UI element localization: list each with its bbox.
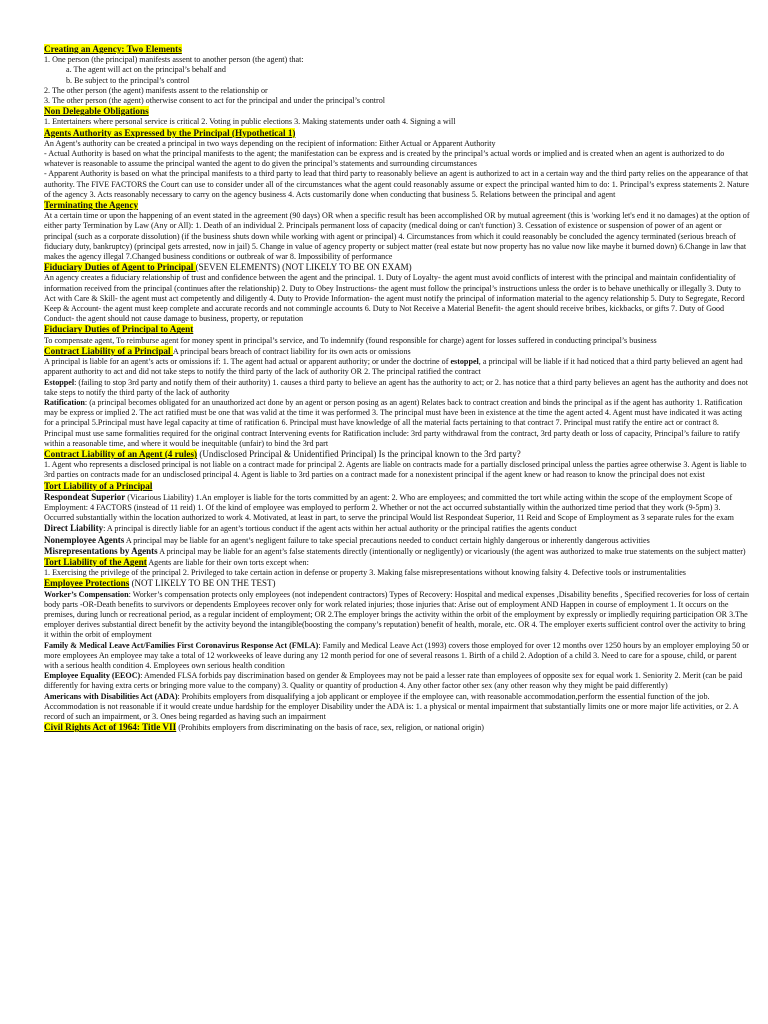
heading-employee-protections: Employee Protections — [44, 578, 130, 589]
term-label: Misrepresentations by Agents — [44, 545, 158, 556]
paragraph: - Actual Authority is based on what the principal manifests to the agent; the manifestation can be express and is created by the principal’s actual words or implied and is created when an agent is authorized to do whatever is reasonable to assume the principal wanted the agent to do given the principal’s statements and surrounding circumstances — [44, 149, 725, 169]
text-run: A principal may be liable for an agent’s false statements directly (intentionally or negligently) or vicariously (the agent was authorized to make true statements on the subject matter) — [157, 546, 746, 556]
section-contract-principal — [44, 346, 750, 449]
paragraph: An Agent’s authority can be created a principal in two ways depending on the recipient of information: Either Actual or Apparent Authority — [44, 138, 496, 148]
paragraph: An agency creates a fiduciary relationship of trust and confidence between the agent and the principal. 1. Duty of Loyalty- the agent must avoid conflicts of interest with the principal and maintain confidentiality of information received from the principal (continues after the relationship) 2. Duty to Obey Instructions- the agent must follow the principal’s instructions unless the order is to behave unethically or illegally 3. Duty to Act with Care & Skill- the agent must act competently and diligently 4. Duty to Provide Information- the agent must notify the principal of information material to the agency relationship 5. Duty to Segregate, Record Keep & Account- the agent must keep complete and accurate records and not commingle accounts 6. Duty to Not Receive a Material Benefit- the agent should receive bribes, kickbacks, or gifts 7. Duty of Good Conduct- the agent should not cause damage to business, property, or reputation — [44, 273, 745, 324]
text-run: : Amended FLSA forbids pay discrimination based on gender & Employees may not be paid a lesser rate than employees of opposite sex for equal work 1. Seniority 2. Merit (can be paid differently for having extra certs or bringing more value to the company) 3. Quality or quantity of production 4. Any other factor other sex (any other reason why they might be paid differently) — [44, 671, 743, 691]
section-civil-rights — [44, 722, 750, 733]
term-label: Family & Medical Leave Act/Families First Coronavirus Response Act (FMLA) — [44, 640, 319, 650]
list-item: a. The agent will act on the principal’s behalf and — [66, 65, 226, 75]
paragraph: A principal bears breach of contract liability for its own acts or omissions — [172, 346, 411, 356]
paragraph — [44, 357, 750, 377]
term-label: Worker’s Compensation — [44, 589, 129, 599]
term-label: Respondeat Superior — [44, 491, 126, 502]
paragraph: 1. Agent who represents a disclosed principal is not liable on a contract made for principal 2. Agents are liable on contracts made for a partially disclosed principal unless the parties agree otherwise 3. Agent is liable to 3rd parties on contracts made for an undisclosed principal 4. Agent is liable to 3rd parties on a contract made for a nonexistent principal if the agent knew or had reason to know the principal does not exist — [44, 460, 747, 480]
paragraph — [44, 535, 750, 546]
term-label: Americans with Disabilities Act (ADA) — [44, 691, 178, 701]
text-run: : A principal is directly liable for an agent’s tortious conduct if the agent acts within her actual authority or the principal ratifies the agents conduct — [103, 524, 577, 534]
list-item: 2. The other person (the agent) manifests assent to the relationship or — [44, 85, 268, 95]
section-contract-agent — [44, 449, 750, 481]
section-employee-protections — [44, 578, 750, 722]
term-label: Nonemployee Agents — [44, 534, 125, 545]
paragraph — [44, 590, 750, 641]
paragraph — [44, 671, 750, 691]
text-run: , a principal will be liable if it had noticed that a third party believed an agent had apparent authority to act and did not take steps to notify the third party of the lack of authority OR 2. The principal ratified the contract — [44, 357, 743, 377]
paragraph — [44, 398, 750, 449]
term-label: Employee Equality (EEOC) — [44, 671, 141, 681]
paragraph: 1. Entertainers where personal service is critical 2. Voting in public elections 3. Making statements under oath 4. Signing a will — [44, 117, 456, 127]
list-item: 3. The other person (the agent) otherwise consent to act for the principal and under the principal’s control — [44, 96, 386, 106]
paragraph: (Prohibits employers from discriminating on the basis of race, sex, religion, or national origin) — [176, 723, 484, 733]
heading-creating-agency: Creating an Agency: Two Elements — [44, 44, 182, 54]
paragraph: To compensate agent, To reimburse agent for money spent in principal’s service, and To indemnify (found responsible for charge) agent for losses suffered in conducting principal’s business — [44, 335, 657, 345]
heading-terminating: Terminating the Agency — [44, 200, 139, 211]
heading-contract-principal: Contract Liability of a Principal — [44, 345, 173, 356]
paragraph: - Apparent Authority is based on what the principal manifests to a third party to lead that third party to reasonably believe an agent is authorized to act in a certain way and the third party relies on the appearance of that authority. The FIVE FACTORS the Court can use to consider under all of the circumstances what the agent could reasonably assume or expect the principal wanted him to do: 1. Principal’s express statements 2. Nature of the agency 3. Acts reasonably necessary to carry on the agency business 4. Acts customarily done when conducting that business 5. Relations between the principal and agent — [44, 169, 750, 199]
section-creating-agency — [44, 44, 750, 106]
list-item: 1. One person (the principal) manifests assent to another person (the agent) that: — [44, 55, 304, 65]
text-run: A principal is liable for an agent’s acts or omissions if: 1. The agent had actual or apparent authority; or under the doctrine of — [44, 357, 451, 367]
section-tort-agent — [44, 557, 750, 578]
section-fiduciary-agent — [44, 262, 750, 324]
heading-fiduciary-agent: Fiduciary Duties of Agent to Principal — [44, 262, 196, 273]
paragraph: At a certain time or upon the happening of an event stated in the agreement (90 days) OR when a specific result has been accomplished OR by mutual agreement (this is 'working let's end it no damages) at the option of either party Termination by Law (Any or All): 1. Death of an individual 2. Principals permanent loss of capacity (medical doing or can't function) 3. Cessation of existence or suspension of power of an agent or principal (such as a corporate dissolution) (if the business shuts down while working with agent or principal) 4. Circumstances from which it could reasonably be concluded the agency terminated (serious breach of fiduciary duty, bankruptcy) (principal gets arrested, now in jail) 5. Change in value of agency property or subject matter (real estate but now property has no value now like maybe it burned down) 6.Change in law that makes the agency illegal 7.Changed business conditions or outbreak of war 8. Impossibility of performance — [44, 211, 750, 262]
text-run: : (failing to stop 3rd party and notify them of their authority) 1. causes a third party to believe an agent has the authority to act; or 2. has notice that a third party believes an agent has the authority and does not take steps to notify the third party of the lack of authority — [44, 377, 748, 397]
paragraph: 1. Exercising the privilege of the principal 2. Privileged to take certain action in defense or property 3. Making false misrepresentations without knowing falsity 4. Defective tools or instrumentalities — [44, 568, 686, 578]
heading-fiduciary-principal: Fiduciary Duties of Principal to Agent — [44, 324, 194, 335]
text-run: : Family and Medical Leave Act (1993) covers those employed for over 12 months over 1250 hours by an employer employing 50 or more employees An employee may take a total of 12 workweeks of leave during any 12 month period for one of several reasons 1. Birth of a child 2. Adoption of a child 3. Need to care for a spouse, child, or parent with a serious health condition 4. Employees own serious health condition — [44, 640, 749, 670]
paragraph — [44, 641, 750, 672]
heading-tort-principal: Tort Liability of a Principal — [44, 480, 153, 491]
heading-note: (SEVEN ELEMENTS) (NOT LIKELY TO BE ON EXAM) — [195, 262, 412, 273]
section-authority — [44, 128, 750, 200]
heading-note: (NOT LIKELY TO BE ON THE TEST) — [129, 578, 276, 589]
section-nondelegable — [44, 106, 750, 127]
paragraph: Agents are liable for their own torts except when: — [146, 557, 309, 567]
text-run: A principal may be liable for an agent’s negligent failure to take special precautions needed to conduct certain highly dangerous or inherently dangerous activities — [124, 535, 650, 545]
term-estoppel: estoppel — [450, 357, 479, 367]
term-label: Ratification — [44, 397, 85, 407]
document-page — [44, 44, 750, 733]
section-terminating — [44, 200, 750, 262]
heading-note: (Undisclosed Principal & Unidentified Principal) Is the principal known to the 3rd party? — [197, 448, 521, 459]
section-tort-principal — [44, 481, 750, 557]
text-run: (Vicarious Liability) 1.An employer is liable for the torts committed by an agent: 2. Who are employees; and committed the tort while acting within the scope of the employment Scope of Employment: 4 FACTORS (instead of 11 reid) 1. Of the kind of employee was employed to perform 2. Whether or not the act occurred substantially within the authorized time period that they work (9-5pm) 3. Occurred substantially within the location authorized to work 4. Motivated, at least in part, to serve the principal Would list Respondeat Superior, 11 Reid and Scope of Employment as 3 separate rules for the exam — [44, 492, 734, 523]
text-run: : (a principal becomes obligated for an unauthorized act done by an agent or person posing as an agent) Relates back to contract creation and binds the principal as if the agent has authority 1. Ratification may be express or implied 2. The act ratified must be one that was valid at the time it was performed 3. The principal must have been in existence at the time the agent acted 4. Agent must have indicated it was acting for a principal 5.Principal must have legal capacity at time of ratification 6. Principal must have knowledge of all the material facts pertaining to that contract 7. Principal must ratify the entire act or contract 8. Principal must use same formalities required for the original contract Intervening events for Ratification include: 3rd party withdrawal from the contract, 3rd party death or loss of capacity, Principal’s failure to ratify within a reasonable time, and where it would be inequitable (unfair) to bind the 3rd part — [44, 397, 743, 448]
paragraph — [44, 523, 750, 534]
text-run: : Worker’s compensation protects only employees (not independent contractors) Types of Recovery: Hospital and medical expenses ,Disability benefits , Specified recoveries for loss of certain body parts -OR-Death benefits to survivors or dependents Employees recover only for work related injuries; those injuries that: Arise out of employment AND Happen in course of employment 1. It occurs on the premises, during lunch or recreational period, as a regular incident of employment; OR 2.The employer brings the activity within the orbit of the employment by expressly or impliedly requiring participation OR 3.The employer derives substantial direct benefit by the activity beyond the intangible(boosting the company’s reputation) benefit of health, morale, etc. OR 4. The employer exerts sufficient control over the activity to bring it within the orbit of employment — [44, 589, 750, 640]
term-label: Direct Liability — [44, 523, 104, 534]
paragraph — [44, 692, 750, 723]
paragraph — [44, 378, 750, 398]
list-item: b. Be subject to the principal’s control — [66, 75, 190, 85]
paragraph — [44, 492, 750, 524]
heading-nondelegable: Non Delegable Obligations — [44, 106, 149, 117]
text-run: : Prohibits employers from disqualifying a job applicant or employee if the employee can, with reasonable accommodation,perform the essential function of the job. Accommodation is not reasonable if it would create undue hardship for the employer Disability under the ADA is: 1. a physical or mental impairment that substantially limits one or more major life activities, or 2. A record of such an impairment, or 3. Ones being regarded as having such an impairment — [44, 691, 739, 721]
heading-contract-agent: Contract Liability of an Agent (4 rules) — [44, 448, 198, 459]
paragraph — [44, 546, 750, 557]
section-fiduciary-principal — [44, 324, 750, 345]
heading-authority: Agents Authority as Expressed by the Principal (Hypothetical 1) — [44, 127, 296, 138]
heading-civil-rights: Civil Rights Act of 1964: Title VII — [44, 722, 177, 733]
heading-tort-agent: Tort Liability of the Agent — [44, 556, 147, 567]
term-label: Estoppel — [44, 377, 75, 387]
